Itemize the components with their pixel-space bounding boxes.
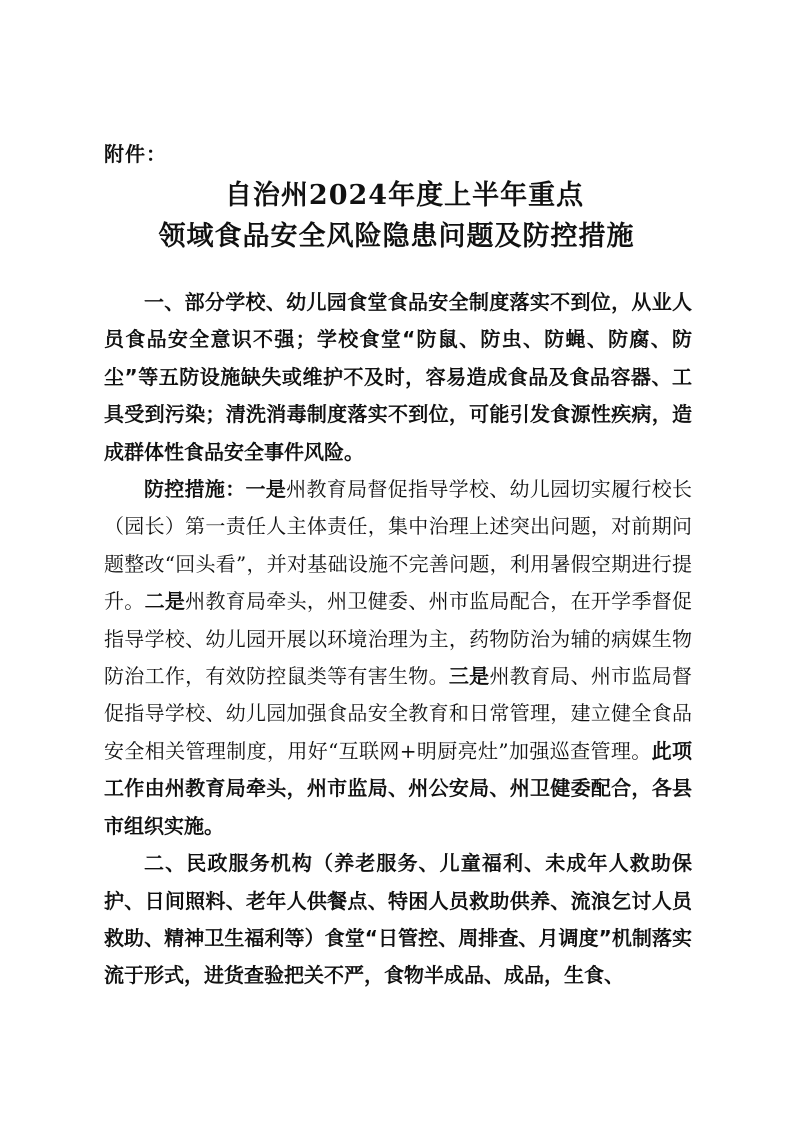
item-1-problem: 一、部分学校、幼儿园食堂食品安全制度落实不到位，从业人员食品安全意识不强；学校食堂“防鼠、防虫、防蝇、防腐、防尘”等五防设施缺失或维护不及时，容易造成食品及食品容器、工具受到污染；清洗消毒制度落实不到位，可能引发食源性疾病，造成群体性食品安全事件风险。: [104, 290, 692, 464]
document-title-line-2: 领域食品安全风险隐患问题及防控措施: [158, 221, 635, 252]
attachment-label: 附件：: [104, 142, 167, 166]
measure-3-label: 三是: [448, 664, 490, 689]
measure-1-label: 一是: [245, 477, 287, 502]
measure-2-label: 二是: [144, 589, 186, 614]
measure-1-text: 州教育局督促指导学校、幼儿园切实履行校长（园长）第一责任人主体责任，集中治理上述突出问题，对前期问题整改“回头看”，并对基础设施不完善问题，利用暑假空期进行提升。: [104, 477, 693, 614]
item-1-measures: [104, 471, 692, 845]
measure-3-text: 州教育局、州市监局督促指导学校、幼儿园加强食品安全教育和日常管理，建立健全食品安全相关管理制度，用好“互联网+明厨亮灶”加强巡查管理。: [104, 664, 693, 763]
document-body: [104, 284, 692, 995]
document-title-line-1: 自治州2024年度上半年重点: [224, 180, 585, 211]
measures-label: 防控措施：: [144, 477, 246, 502]
measure-2-text: 州教育局牵头，州卫健委、州市监局配合，在开学季督促指导学校、幼儿园开展以环境治理为主，药物防治为辅的病媒生物防治工作，有效防控鼠类等有害生物。: [104, 589, 693, 689]
responsibility-note: 此项工作由州教育局牵头，州市监局、州公安局、州卫健委配合，各县市组织实施。: [104, 738, 692, 838]
item-2-problem: 二、民政服务机构（养老服务、儿童福利、未成年人救助保护、日间照料、老年人供餐点、特困人员救助供养、流浪乞讨人员救助、精神卫生福利等）食堂“日管控、周排查、月调度”机制落实流于形式，进货查验把关不严，食物半成品、成品，生食、: [104, 851, 692, 988]
